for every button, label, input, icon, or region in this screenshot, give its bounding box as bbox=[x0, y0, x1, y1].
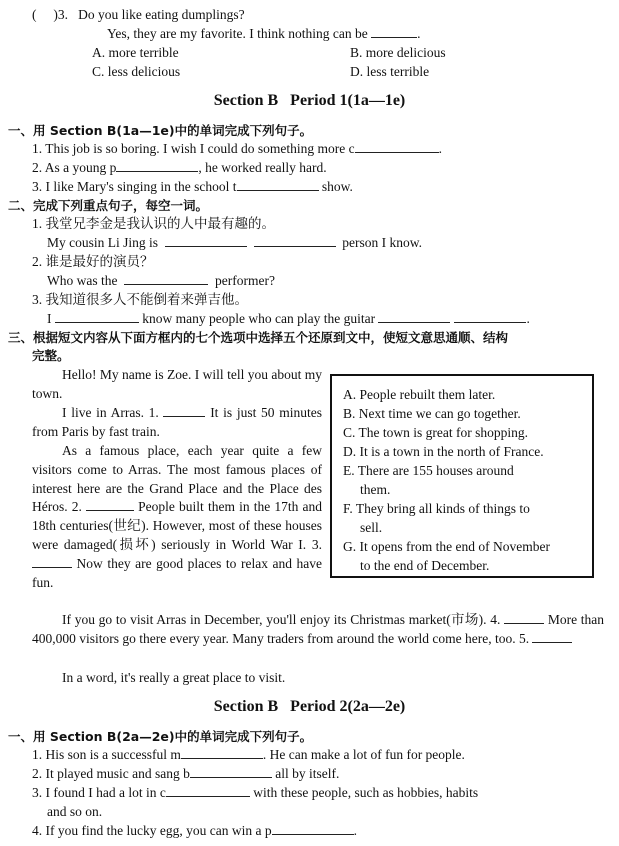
item-text: . bbox=[438, 141, 442, 156]
q3-option-c: C. less delicious bbox=[92, 64, 181, 79]
item-text: with these people, such as hobbies, habits bbox=[249, 785, 479, 800]
p1-part1-item-2 bbox=[32, 158, 327, 177]
q3-line bbox=[32, 5, 245, 24]
item-number: 4. bbox=[32, 823, 43, 838]
item-text: I bbox=[47, 311, 52, 326]
passage-blank-5[interactable] bbox=[532, 630, 572, 643]
p1-part2-item-3-cn: 3. 我知道很多人不能倒着来弹吉他。 bbox=[32, 292, 248, 307]
p1-part2-item-2-en bbox=[47, 271, 275, 290]
passage-text: More than 400,000 visitors go there every year. Many traders from around the world come here, too. 5. bbox=[32, 612, 605, 646]
p1-part2-item-2-cn: 2. 谁是最好的演员？ bbox=[32, 254, 154, 269]
box-option-c: C. The town is great for shopping. bbox=[343, 425, 528, 440]
item-text: . He can make a lot of fun for people. bbox=[262, 747, 465, 762]
passage-blank-3[interactable] bbox=[32, 555, 72, 568]
p2-part1-item-4 bbox=[32, 821, 357, 840]
q3-blank[interactable] bbox=[371, 25, 417, 38]
p2-part1-item-2 bbox=[32, 764, 339, 783]
item-text: performer? bbox=[214, 273, 275, 288]
answer-blank[interactable] bbox=[165, 234, 247, 247]
answer-blank[interactable] bbox=[190, 765, 272, 778]
answer-blank[interactable] bbox=[355, 140, 439, 153]
item-number: 1. bbox=[32, 747, 43, 762]
box-option-g-cont: to the end of December. bbox=[360, 558, 490, 573]
item-text: If you find the lucky egg, you can win a p bbox=[45, 823, 272, 838]
p1-part2-item-1-en bbox=[47, 233, 422, 252]
answer-blank[interactable] bbox=[454, 310, 526, 323]
item-text: I found I had a lot in c bbox=[45, 785, 166, 800]
box-option-a: A. People rebuilt them later. bbox=[343, 387, 496, 402]
answer-blank[interactable] bbox=[272, 822, 354, 835]
box-option-g: G. It opens from the end of November bbox=[343, 539, 550, 554]
q3-answer-prefix: Yes, they are my favorite. I think nothing can be bbox=[107, 26, 368, 41]
box-option-d: D. It is a town in the north of France. bbox=[343, 444, 544, 459]
passage-text: It is just 50 minutes from Paris by fast train. bbox=[32, 405, 322, 439]
item-text: As a young p bbox=[44, 160, 117, 175]
box-option-f-cont: sell. bbox=[360, 520, 383, 535]
passage-p1: Hello! My name is Zoe. I will tell you about my town. bbox=[32, 367, 322, 401]
answer-blank[interactable] bbox=[55, 310, 139, 323]
item-number: 1. bbox=[32, 141, 43, 156]
passage-p4 bbox=[32, 611, 604, 649]
item-text: . bbox=[526, 311, 530, 326]
passage-blank-4[interactable] bbox=[504, 611, 544, 624]
p2-part1-item-3 bbox=[32, 783, 478, 802]
passage-text: As a famous place, each year quite a few visitors come to Arras. The most famous places of interest here are the Grand Place and the Place des Héros. 2. bbox=[32, 443, 322, 515]
item-text: His son is a successful m bbox=[45, 747, 181, 762]
p1-part1-item-1 bbox=[32, 139, 442, 158]
passage-p3 bbox=[32, 442, 322, 592]
p2-part1-item-1 bbox=[32, 745, 465, 764]
box-option-b: B. Next time we can go together. bbox=[343, 406, 521, 421]
passage-text: Now they are good places to relax and have fun. bbox=[32, 555, 322, 590]
item-number: 3. bbox=[32, 179, 43, 194]
answer-blank[interactable] bbox=[378, 310, 450, 323]
item-text: . bbox=[353, 823, 357, 838]
item-text: , he worked really hard. bbox=[198, 160, 327, 175]
item-number: 2. bbox=[32, 766, 43, 781]
answer-blank[interactable] bbox=[254, 234, 336, 247]
q3-number: ( )3. bbox=[32, 7, 68, 22]
passage-text: People built them in the 17th and 18th centuries(世纪). However, most of these houses were damaged(损坏) seriously in World War I. 3. bbox=[32, 499, 322, 552]
item-text: It played music and sang b bbox=[45, 766, 190, 781]
passage-text: If you go to visit Arras in December, you'll enjoy its Christmas market(市场). 4. bbox=[62, 612, 501, 627]
item-text: Who was the bbox=[47, 273, 118, 288]
p1-part3-heading-line1: 三、根据短文内容从下面方框内的七个选项中选择五个还原到文中，使短文意思通顺、结构 bbox=[8, 330, 509, 345]
answer-blank[interactable] bbox=[237, 178, 319, 191]
box-option-e: E. There are 155 houses around bbox=[343, 463, 514, 478]
box-option-f: F. They bring all kinds of things to bbox=[343, 501, 530, 516]
answer-blank[interactable] bbox=[181, 746, 263, 759]
q3-option-b: B. more delicious bbox=[350, 45, 446, 60]
item-text: show. bbox=[318, 179, 353, 194]
q3-option-a: A. more terrible bbox=[92, 45, 179, 60]
item-text: person I know. bbox=[342, 235, 422, 250]
passage-blank-1[interactable] bbox=[163, 404, 205, 417]
period1-title: Section B Period 1(1a—1e) bbox=[213, 92, 406, 109]
p1-part1-heading: 一、用 Section B(1a—1e)中的单词完成下列句子。 bbox=[8, 123, 313, 138]
p2-part1-heading: 一、用 Section B(2a—2e)中的单词完成下列句子。 bbox=[8, 729, 313, 744]
answer-blank[interactable] bbox=[116, 159, 198, 172]
box-option-e-cont: them. bbox=[360, 482, 391, 497]
passage-blank-2[interactable] bbox=[86, 498, 134, 511]
p1-part2-heading: 二、完成下列重点句子，每空一词。 bbox=[8, 198, 209, 213]
passage-p2 bbox=[32, 404, 322, 442]
item-text: I like Mary's singing in the school t bbox=[45, 179, 237, 194]
answer-blank[interactable] bbox=[166, 784, 250, 797]
item-number: 3. bbox=[32, 785, 43, 800]
q3-answer-line: Yes, they are my favorite. I think nothing can be . bbox=[107, 26, 421, 41]
passage-text: I live in Arras. 1. bbox=[62, 405, 159, 420]
p1-part2-item-3-en bbox=[47, 309, 530, 328]
p1-part2-item-1-cn: 1. 我堂兄李金是我认识的人中最有趣的。 bbox=[32, 216, 275, 231]
item-text: know many people who can play the guitar bbox=[142, 311, 376, 326]
item-text: all by itself. bbox=[271, 766, 340, 781]
period2-title: Section B Period 2(2a—2e) bbox=[213, 698, 406, 715]
p2-part1-item-3-cont: and so on. bbox=[47, 804, 103, 819]
q3-question: Do you like eating dumplings? bbox=[78, 7, 245, 22]
p1-part1-item-3 bbox=[32, 177, 353, 196]
item-text: This job is so boring. I wish I could do something more c bbox=[45, 141, 355, 156]
p1-part3-heading-line2: 完整。 bbox=[32, 348, 70, 363]
item-number: 2. bbox=[32, 160, 43, 175]
q3-option-d: D. less terrible bbox=[350, 64, 430, 79]
item-text: My cousin Li Jing is bbox=[47, 235, 159, 250]
passage-p5: In a word, it's really a great place to visit. bbox=[62, 670, 286, 685]
answer-blank[interactable] bbox=[124, 272, 208, 285]
